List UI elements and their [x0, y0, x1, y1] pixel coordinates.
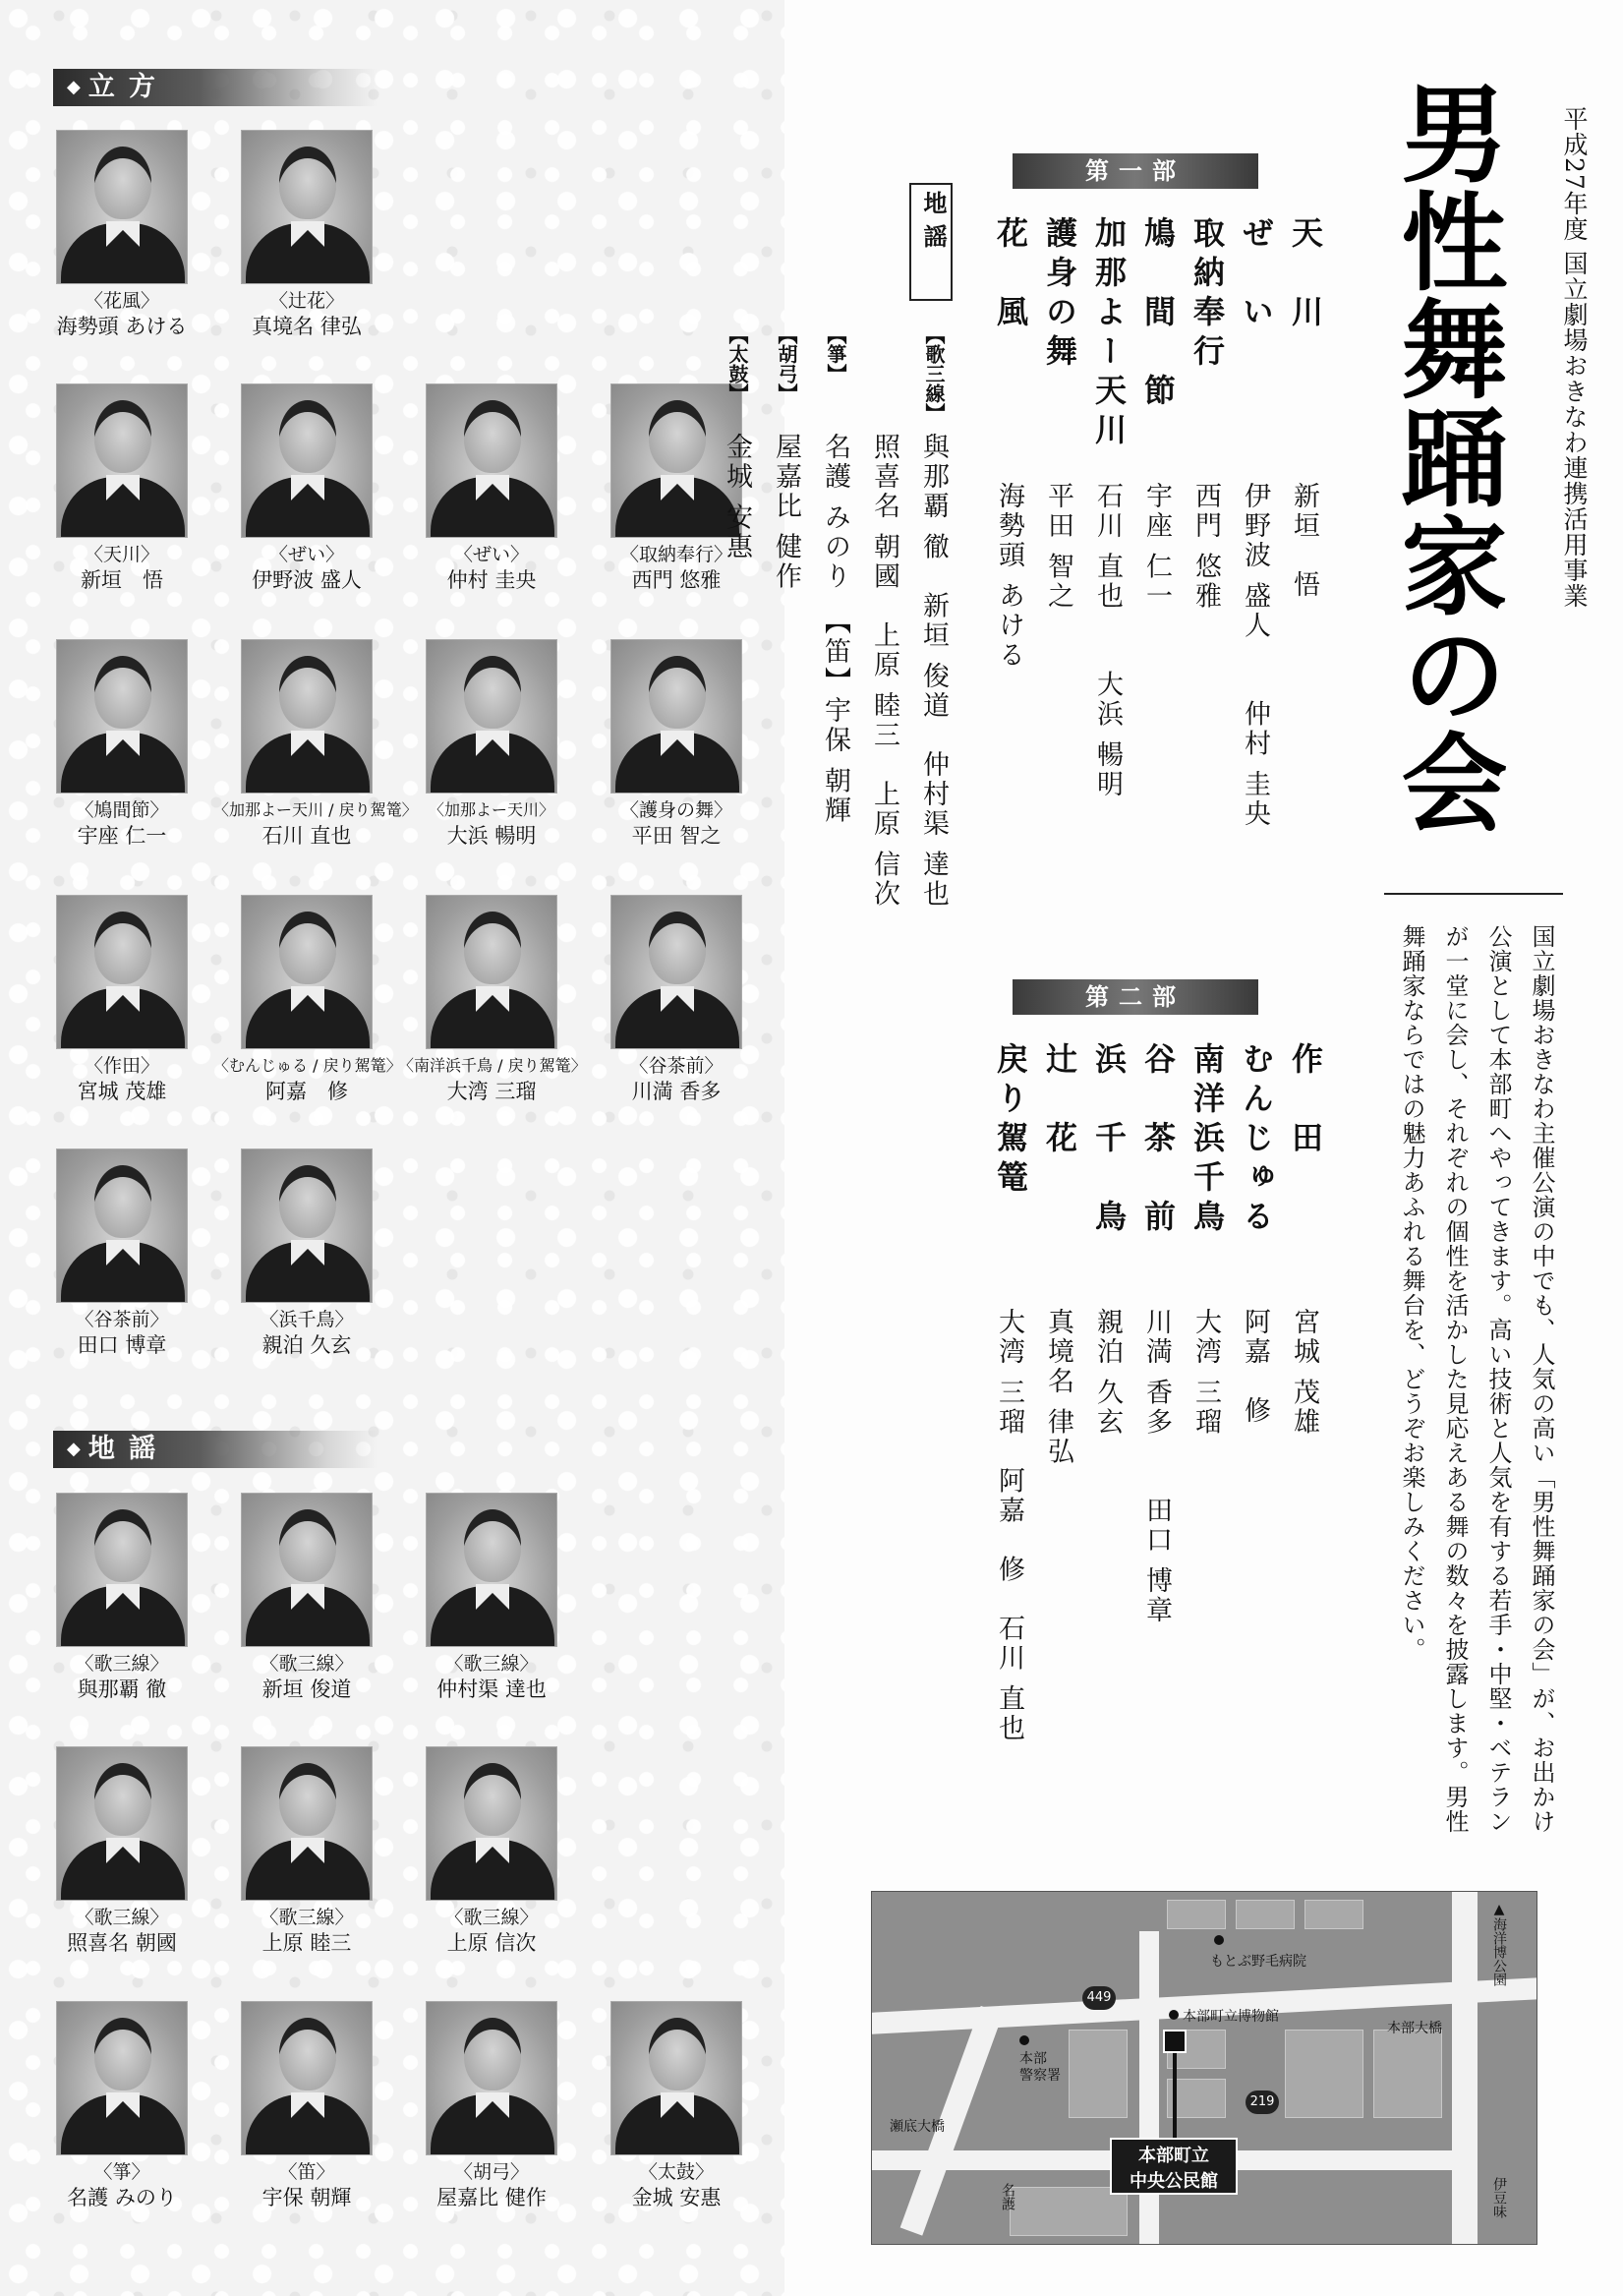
performer-photo	[241, 1746, 373, 1901]
musician-names: 金城 安惠	[722, 433, 752, 562]
performer-role: 〈むんじゅる / 戻り駕篭〉	[213, 1056, 402, 1075]
performer-role: 〈谷茶前〉	[629, 1055, 724, 1077]
section-bar-tachikata: ◆ 立方	[53, 69, 377, 106]
performer-photo	[241, 383, 373, 538]
jiutai-box-label: 地謡	[919, 191, 948, 258]
performer-name: 與那覇 徹	[77, 1678, 167, 1701]
museum-dot	[1169, 2010, 1179, 2020]
performer-card	[583, 639, 770, 849]
performer-photo	[56, 383, 188, 538]
performer-photo	[426, 895, 557, 1049]
performer-role: 〈ぜい〉	[268, 544, 344, 565]
performer-name: 平田 智之	[631, 824, 722, 848]
performer-name: 上原 睦三	[261, 1931, 352, 1955]
map-block	[1373, 2030, 1442, 2118]
performer-name: 上原 信次	[446, 1931, 537, 1955]
performer-photo	[241, 1493, 373, 1647]
direction-top-label: ▲海洋博公園	[1491, 1902, 1507, 1986]
part1-performers: 新垣 悟	[1289, 482, 1319, 600]
police-label: 本部 警察署	[1019, 2051, 1061, 2084]
map-road-vertical	[1452, 1892, 1478, 2245]
performer-name: 海勢頭 あける	[56, 315, 188, 338]
route-219-badge: 219	[1246, 2090, 1279, 2114]
part1-title: 護身の舞	[1041, 216, 1078, 374]
performer-photo	[56, 639, 188, 794]
performer-name: 親泊 久玄	[261, 1333, 352, 1357]
performer-photo	[426, 639, 557, 794]
part2-performers: 親泊 久玄	[1092, 1308, 1123, 1438]
performer-role: 〈鳩間節〉	[75, 799, 169, 821]
performer-card	[398, 895, 585, 1104]
performer-role: 〈歌三線〉	[444, 1653, 539, 1675]
performer-name: 大湾 三瑠	[446, 1080, 537, 1103]
performer-photo	[56, 895, 188, 1049]
performer-card	[213, 1493, 400, 1702]
performer-role: 〈天川〉	[84, 544, 159, 565]
performer-role: 〈浜千鳥〉	[260, 1309, 354, 1330]
performer-name: 田口 博章	[77, 1333, 167, 1357]
performer-name: 宇座 仁一	[77, 824, 167, 848]
performer-card	[583, 2001, 770, 2210]
venue-pointer	[1173, 2053, 1177, 2138]
hospital-dot	[1214, 1935, 1224, 1945]
police-dot	[1019, 2035, 1029, 2045]
performer-role: 〈歌三線〉	[260, 1653, 354, 1675]
performer-photo	[610, 895, 742, 1049]
hospital-label: もとぶ野毛病院	[1210, 1954, 1306, 1970]
musician-names: 名護 みのり 【笛】宇保 朝輝	[820, 433, 850, 826]
performer-name: 仲村 圭央	[446, 568, 537, 592]
performer-photo	[241, 1148, 373, 1303]
performer-card	[213, 130, 400, 339]
musician-names: 照喜名 朝國 上原 睦三 上原 信次	[869, 433, 899, 910]
performer-role: 〈作田〉	[84, 1055, 159, 1077]
map-block	[1285, 2030, 1363, 2118]
map-block	[1304, 1900, 1363, 1929]
performer-role: 〈ぜい〉	[453, 544, 529, 565]
performer-card	[398, 1746, 585, 1956]
performer-card	[29, 383, 215, 593]
performer-role: 〈笛〉	[278, 2161, 335, 2183]
performer-role: 〈花風〉	[84, 290, 159, 312]
part1-performers: 平田 智之	[1043, 482, 1073, 612]
musician-label: 【胡弓】	[775, 324, 798, 403]
part1-performers: 宇座 仁一	[1141, 482, 1172, 612]
access-map	[871, 1891, 1537, 2245]
musician-names: 屋嘉比 健作	[771, 433, 801, 592]
performer-card	[213, 2001, 400, 2210]
performer-card	[398, 639, 585, 849]
part1-title: 鳩 間 節	[1139, 216, 1177, 413]
part1-performers: 石川 直也 大浜 暢明	[1092, 482, 1123, 800]
performer-role: 〈谷茶前〉	[75, 1309, 169, 1330]
performer-card	[398, 1493, 585, 1702]
performer-role: 〈護身の舞〉	[619, 799, 732, 821]
description-line: 国立劇場おきなわ主催公演の中でも、人気の高い「男性舞踊家の会」が、お出かけ	[1528, 924, 1555, 1834]
performer-photo	[56, 1493, 188, 1647]
performer-card	[583, 895, 770, 1104]
part2-performers: 大湾 三瑠 阿嘉 修 石川 直也	[994, 1308, 1024, 1744]
performer-role: 〈歌三線〉	[75, 1653, 169, 1675]
performer-card	[213, 895, 400, 1104]
performer-name: 新垣 俊道	[261, 1678, 352, 1701]
map-block	[1069, 2030, 1128, 2118]
map-block	[1236, 1900, 1295, 1929]
performer-name: 宮城 茂雄	[77, 1080, 167, 1103]
performer-card	[398, 2001, 585, 2210]
performer-photo	[241, 639, 373, 794]
description-line: 舞踊家ならではの魅力あふれる舞台を、どうぞお楽しみください。	[1398, 924, 1425, 1662]
performer-name: 川満 香多	[631, 1080, 722, 1103]
musician-label: 【歌三線】	[922, 324, 946, 423]
performer-name: 名護 みのり	[67, 2186, 177, 2209]
part1-title: 花 風	[992, 216, 1029, 334]
section-bar-jiutai: ◆ 地謡	[53, 1431, 377, 1468]
direction-nago-label: 名護	[1000, 2183, 1015, 2210]
performer-name: 屋嘉比 健作	[436, 2186, 547, 2209]
performer-photo	[241, 895, 373, 1049]
part2-title: 作 田	[1287, 1042, 1324, 1160]
performer-card	[213, 1746, 400, 1956]
musician-label: 【箏】	[824, 324, 847, 383]
part2-title: 南洋浜千鳥	[1188, 1042, 1226, 1239]
performer-photo	[56, 2001, 188, 2155]
performer-name: 阿嘉 修	[265, 1080, 348, 1103]
performer-card	[29, 130, 215, 339]
performer-card	[29, 1148, 215, 1358]
performer-card	[213, 383, 400, 593]
performer-photo	[426, 1493, 557, 1647]
part1-header: 第一部	[1013, 153, 1258, 189]
performer-name: 西門 悠雅	[631, 568, 722, 592]
musician-names: 與那覇 徹 新垣 俊道 仲村渠 達也	[918, 433, 949, 910]
part2-title: 戻り駕篭	[992, 1042, 1029, 1200]
performer-name: 新垣 悟	[81, 568, 163, 592]
performer-card	[29, 639, 215, 849]
part1-title: 取納奉行	[1188, 216, 1226, 374]
divider-line	[1384, 893, 1563, 895]
part2-title: 辻 花	[1041, 1042, 1078, 1160]
part2-performers: 阿嘉 修	[1240, 1308, 1270, 1426]
performer-role: 〈胡弓〉	[453, 2161, 529, 2183]
map-block	[1167, 1900, 1226, 1929]
performer-role: 〈加那よー天川〉	[428, 800, 554, 819]
subtitle: 平成27年度 国立劇場おきなわ連携活用事業	[1560, 106, 1589, 609]
performer-photo	[56, 1148, 188, 1303]
page-title: 男性舞踊家の会	[1383, 79, 1507, 836]
performer-name: 石川 直也	[261, 824, 352, 848]
part1-title: ぜ い	[1238, 216, 1275, 334]
performer-photo	[241, 2001, 373, 2155]
performer-name: 大浜 暢明	[446, 824, 537, 848]
venue-marker	[1163, 2030, 1187, 2053]
performer-card	[29, 2001, 215, 2210]
performer-card	[398, 383, 585, 593]
performer-name: 仲村渠 達也	[436, 1678, 547, 1701]
performer-name: 伊野波 盛人	[252, 568, 362, 592]
performer-role: 〈歌三線〉	[444, 1907, 539, 1928]
route-449-badge: 449	[1082, 1986, 1116, 2010]
part2-title: むんじゅる	[1238, 1042, 1275, 1239]
venue-label-line1: 本部町立	[1138, 2146, 1209, 2166]
part1-title: 天 川	[1287, 216, 1324, 334]
performer-card	[29, 1493, 215, 1702]
performer-card	[29, 1746, 215, 1956]
part1-title: 加那よー天川	[1090, 216, 1128, 452]
performer-card	[29, 895, 215, 1104]
museum-label: 本部町立博物館	[1183, 2009, 1279, 2025]
performer-name: 宇保 朝輝	[261, 2186, 352, 2209]
part2-title: 浜 千 鳥	[1090, 1042, 1128, 1239]
performer-role: 〈太鼓〉	[638, 2161, 714, 2183]
description-line: 公演として本部町へやってきます。高い技術と人気を有する若手・中堅・ベテラン	[1484, 924, 1512, 1834]
part1-performers: 伊野波 盛人 仲村 圭央	[1240, 482, 1270, 830]
performer-role: 〈歌三線〉	[260, 1907, 354, 1928]
performer-photo	[426, 2001, 557, 2155]
performer-role: 〈辻花〉	[268, 290, 344, 312]
performer-photo	[426, 383, 557, 538]
part2-header: 第二部	[1013, 979, 1258, 1015]
performer-name: 照喜名 朝國	[67, 1931, 177, 1955]
bridge1-label: 瀬底大橋	[890, 2119, 945, 2135]
performer-role: 〈南洋浜千鳥 / 戻り駕篭〉	[398, 1056, 587, 1075]
performer-role: 〈取納奉行〉	[619, 544, 732, 565]
part2-performers: 真境名 律弘	[1043, 1308, 1073, 1467]
performer-photo	[56, 130, 188, 284]
performer-role: 〈歌三線〉	[75, 1907, 169, 1928]
venue-label-line2: 中央公民館	[1130, 2171, 1218, 2192]
bridge2-label: 本部大橋	[1387, 2021, 1442, 2036]
direction-bottom-label: 伊豆味	[1491, 2177, 1507, 2218]
performer-card	[213, 639, 418, 849]
performer-role: 〈加那よー天川 / 戻り駕篭〉	[213, 800, 418, 819]
description-line: が一堂に会し、それぞれの個性を活かした見応えある舞の数々を披露します。男性	[1441, 924, 1469, 1834]
performer-name: 真境名 律弘	[252, 315, 362, 338]
performer-role: 〈箏〉	[93, 2161, 150, 2183]
map-road-center	[1139, 1931, 1159, 2245]
performer-photo	[426, 1746, 557, 1901]
performer-photo	[241, 130, 373, 284]
performer-photo	[610, 2001, 742, 2155]
performer-card	[213, 1148, 400, 1358]
performer-photo	[56, 1746, 188, 1901]
part2-performers: 大湾 三瑠	[1190, 1308, 1221, 1438]
part1-performers: 海勢頭 あける	[994, 482, 1024, 671]
performer-name: 金城 安惠	[631, 2186, 722, 2209]
part1-performers: 西門 悠雅	[1190, 482, 1221, 612]
performer-photo	[610, 639, 742, 794]
part2-title: 谷 茶 前	[1139, 1042, 1177, 1239]
musician-label: 【太鼓】	[725, 324, 749, 403]
part2-performers: 宮城 茂雄	[1289, 1308, 1319, 1438]
part2-performers: 川満 香多 田口 博章	[1141, 1308, 1172, 1626]
